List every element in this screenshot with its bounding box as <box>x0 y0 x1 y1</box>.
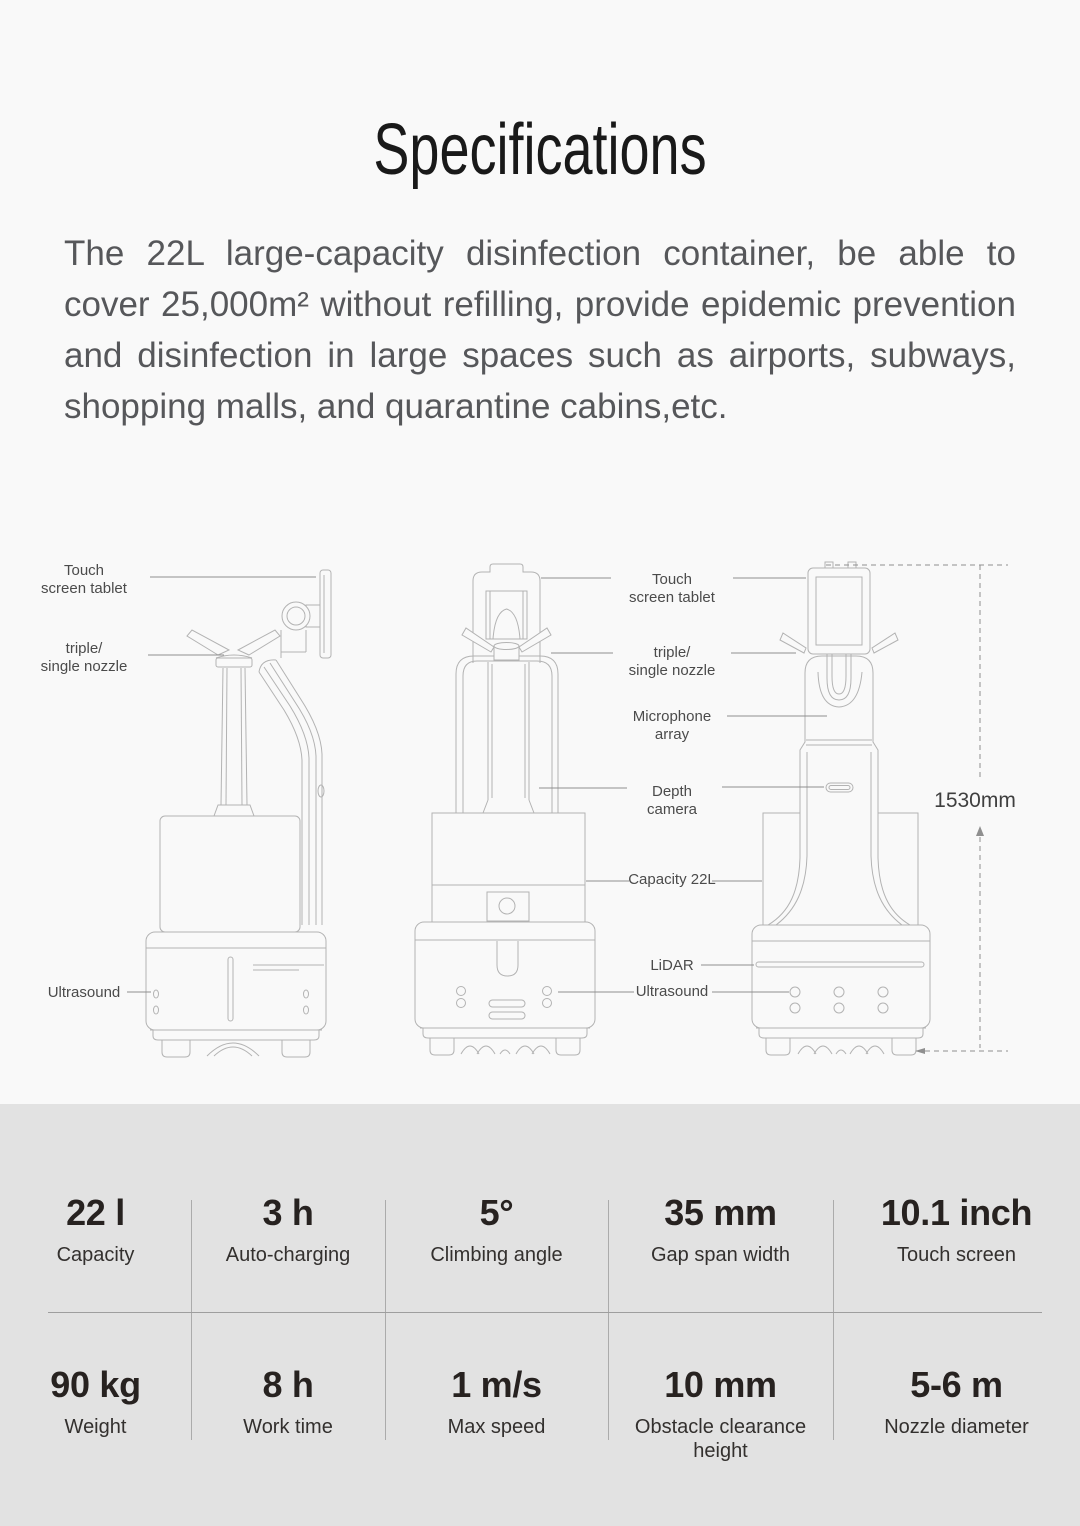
spec-label: Gap span width <box>651 1244 790 1266</box>
robot-back-view-illustration <box>752 562 930 1055</box>
robot-side-view-illustration <box>146 570 331 1057</box>
page-title: Specifications <box>373 110 707 190</box>
spec-label: Work time <box>243 1416 333 1438</box>
height-dimension-label: 1530mm <box>934 789 1016 812</box>
label-depth-camera: Depth camera <box>646 783 698 818</box>
label-microphone-array: Microphone array <box>632 708 712 743</box>
table-divider-vertical <box>191 1200 192 1440</box>
spec-label: Capacity <box>56 1244 135 1266</box>
spec-value: 8 h <box>262 1364 314 1405</box>
spec-row-1 <box>0 1190 1080 1267</box>
spec-value: 90 kg <box>50 1364 141 1405</box>
label-ultrasound-center: Ultrasound <box>635 983 709 1000</box>
label-nozzle-left: triple/ single nozzle <box>40 640 128 675</box>
spec-auto-charging <box>191 1190 385 1267</box>
label-nozzle-center: triple/ single nozzle <box>628 644 716 679</box>
spec-obstacle-clearance-height <box>608 1362 833 1463</box>
spec-capacity <box>0 1190 191 1267</box>
spec-value: 5° <box>479 1192 514 1233</box>
spec-label: Touch screen <box>897 1244 1016 1266</box>
description-paragraph: The 22L large-capacity disinfection container, be able to cover 25,000m² without refilling, provide epidemic prevention and disinfection in large spaces such as airports, subways, shopping malls, and quarantine cabins,etc. <box>64 234 1016 426</box>
robot-line-drawings-svg <box>0 540 1080 1085</box>
specs-table <box>0 1104 1080 1526</box>
label-touch-screen-tablet-center: Touch screen tablet <box>629 571 715 606</box>
spec-touch-screen <box>833 1190 1080 1267</box>
spec-work-time <box>191 1362 385 1463</box>
spec-value: 10.1 inch <box>880 1192 1033 1233</box>
table-divider-vertical <box>608 1200 609 1440</box>
spec-row-2 <box>0 1362 1080 1463</box>
spec-label: Weight <box>64 1416 127 1438</box>
spec-label: Climbing angle <box>430 1244 563 1266</box>
robot-front-view-illustration <box>415 564 595 1055</box>
spec-label: Auto-charging <box>225 1244 351 1266</box>
spec-value: 22 l <box>66 1192 125 1233</box>
label-capacity-22l: Capacity 22L <box>628 871 716 888</box>
spec-label: Obstacle clearance height <box>634 1416 807 1462</box>
spec-climbing-angle <box>385 1190 608 1267</box>
spec-gap-span-width <box>608 1190 833 1267</box>
label-ultrasound-left: Ultrasound <box>47 984 121 1001</box>
spec-label: Max speed <box>447 1416 546 1438</box>
spec-value: 35 mm <box>664 1192 777 1233</box>
spec-weight <box>0 1362 191 1463</box>
spec-value: 10 mm <box>664 1364 777 1405</box>
table-divider-vertical <box>385 1200 386 1440</box>
table-divider-horizontal <box>48 1312 1042 1313</box>
spec-max-speed <box>385 1362 608 1463</box>
robot-diagram <box>0 540 1080 1085</box>
spec-value: 3 h <box>262 1192 314 1233</box>
label-touch-screen-tablet-left: Touch screen tablet <box>41 562 127 597</box>
table-divider-vertical <box>833 1200 834 1440</box>
spec-label: Nozzle diameter <box>884 1416 1029 1438</box>
spec-value: 5-6 m <box>910 1364 1003 1405</box>
spec-nozzle-diameter <box>833 1362 1080 1463</box>
spec-value: 1 m/s <box>451 1364 542 1405</box>
label-lidar: LiDAR <box>650 957 694 974</box>
